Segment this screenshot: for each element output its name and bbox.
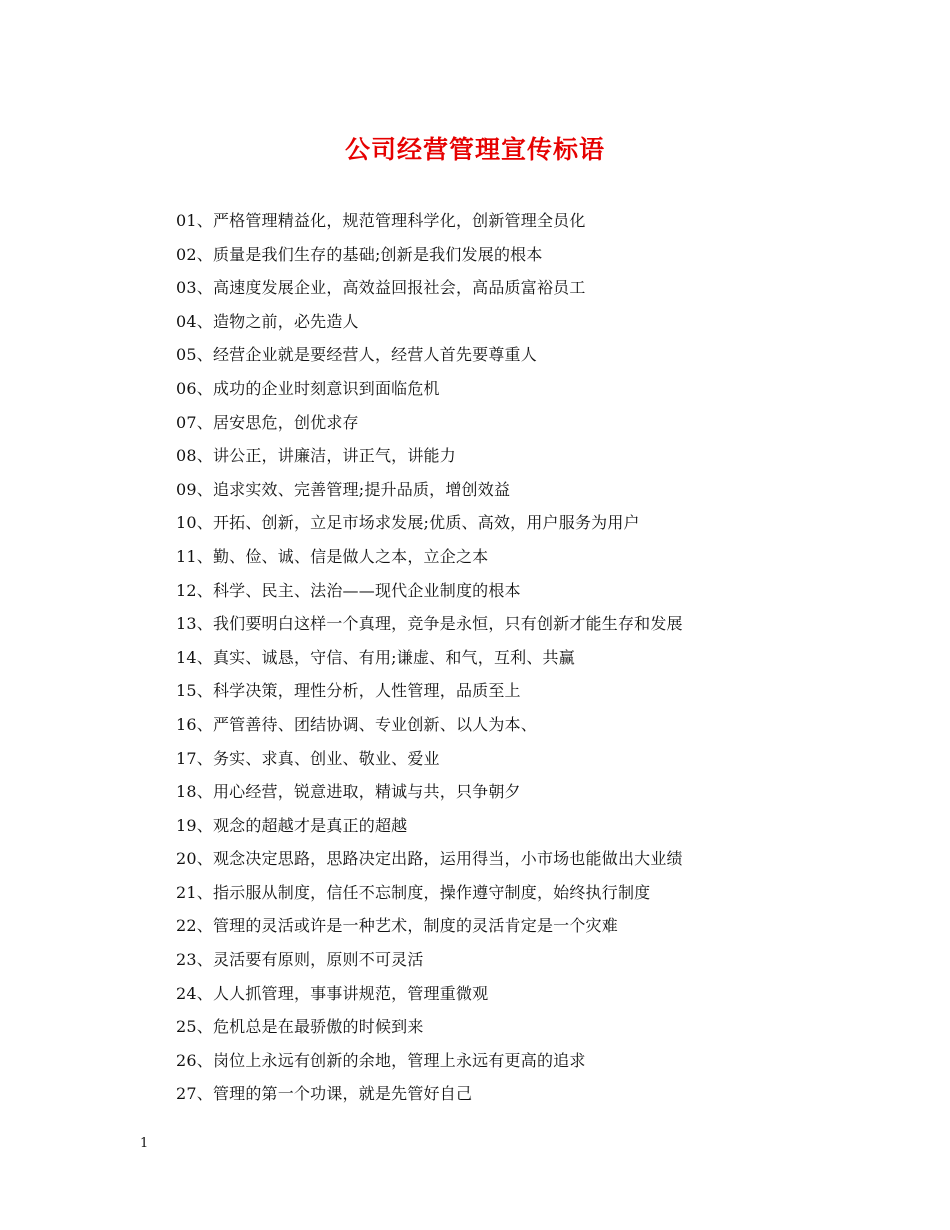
slogan-item: 12、科学、民主、法治——现代企业制度的根本	[176, 580, 521, 600]
slogan-item: 06、成功的企业时刻意识到面临危机	[176, 378, 440, 398]
slogan-item: 11、勤、俭、诚、信是做人之本，立企之本	[176, 546, 489, 566]
slogan-item: 15、科学决策，理性分析，人性管理，品质至上	[176, 681, 521, 701]
slogan-item: 05、经营企业就是要经营人，经营人首先要尊重人	[176, 345, 537, 365]
slogan-item: 01、严格管理精益化，规范管理科学化，创新管理全员化	[176, 211, 586, 230]
slogan-item: 18、用心经营，锐意进取，精诚与共，只争朝夕	[176, 782, 521, 802]
slogan-item: 16、严管善待、团结协调、专业创新、以人为本、	[176, 714, 537, 734]
page-number: 1	[140, 1136, 149, 1151]
slogan-item: 08、讲公正，讲廉洁，讲正气，讲能力	[176, 446, 456, 466]
slogan-item: 19、观念的超越才是真正的超越	[176, 815, 408, 835]
slogan-item: 10、开拓、创新，立足市场求发展;优质、高效，用户服务为用户	[176, 513, 640, 533]
slogan-item: 13、我们要明白这样一个真理，竞争是永恒，只有创新才能生存和发展	[176, 614, 683, 634]
slogan-item: 14、真实、诚恳，守信、有用;谦虚、和气，互利、共赢	[176, 647, 575, 667]
slogan-item: 20、观念决定思路，思路决定出路，运用得当，小市场也能做出大业绩	[176, 849, 683, 869]
document-title: 公司经营管理宣传标语	[344, 135, 605, 164]
slogan-item: 26、岗位上永远有创新的余地，管理上永远有更高的追求	[176, 1050, 586, 1070]
slogan-list	[176, 204, 916, 1111]
slogan-item: 27、管理的第一个功课，就是先管好自己	[176, 1084, 473, 1104]
slogan-item: 09、追求实效、完善管理;提升品质，增创效益	[176, 479, 511, 499]
slogan-item: 23、灵活要有原则，原则不可灵活	[176, 950, 424, 970]
slogan-item: 17、务实、求真、创业、敬业、爱业	[176, 748, 440, 768]
slogan-item: 04、造物之前，必先造人	[176, 311, 359, 331]
slogan-item: 21、指示服从制度，信任不忘制度，操作遵守制度，始终执行制度	[176, 882, 651, 902]
slogan-item: 22、管理的灵活或许是一种艺术，制度的灵活肯定是一个灾难	[176, 916, 618, 936]
slogan-item: 02、质量是我们生存的基础;创新是我们发展的根本	[176, 244, 543, 264]
slogan-item: 07、居安思危，创优求存	[176, 412, 359, 432]
slogan-item: 24、人人抓管理，事事讲规范，管理重微观	[176, 983, 489, 1003]
slogan-item: 25、危机总是在最骄傲的时候到来	[176, 1017, 424, 1037]
slogan-item: 03、高速度发展企业，高效益回报社会，高品质富裕员工	[176, 278, 586, 298]
